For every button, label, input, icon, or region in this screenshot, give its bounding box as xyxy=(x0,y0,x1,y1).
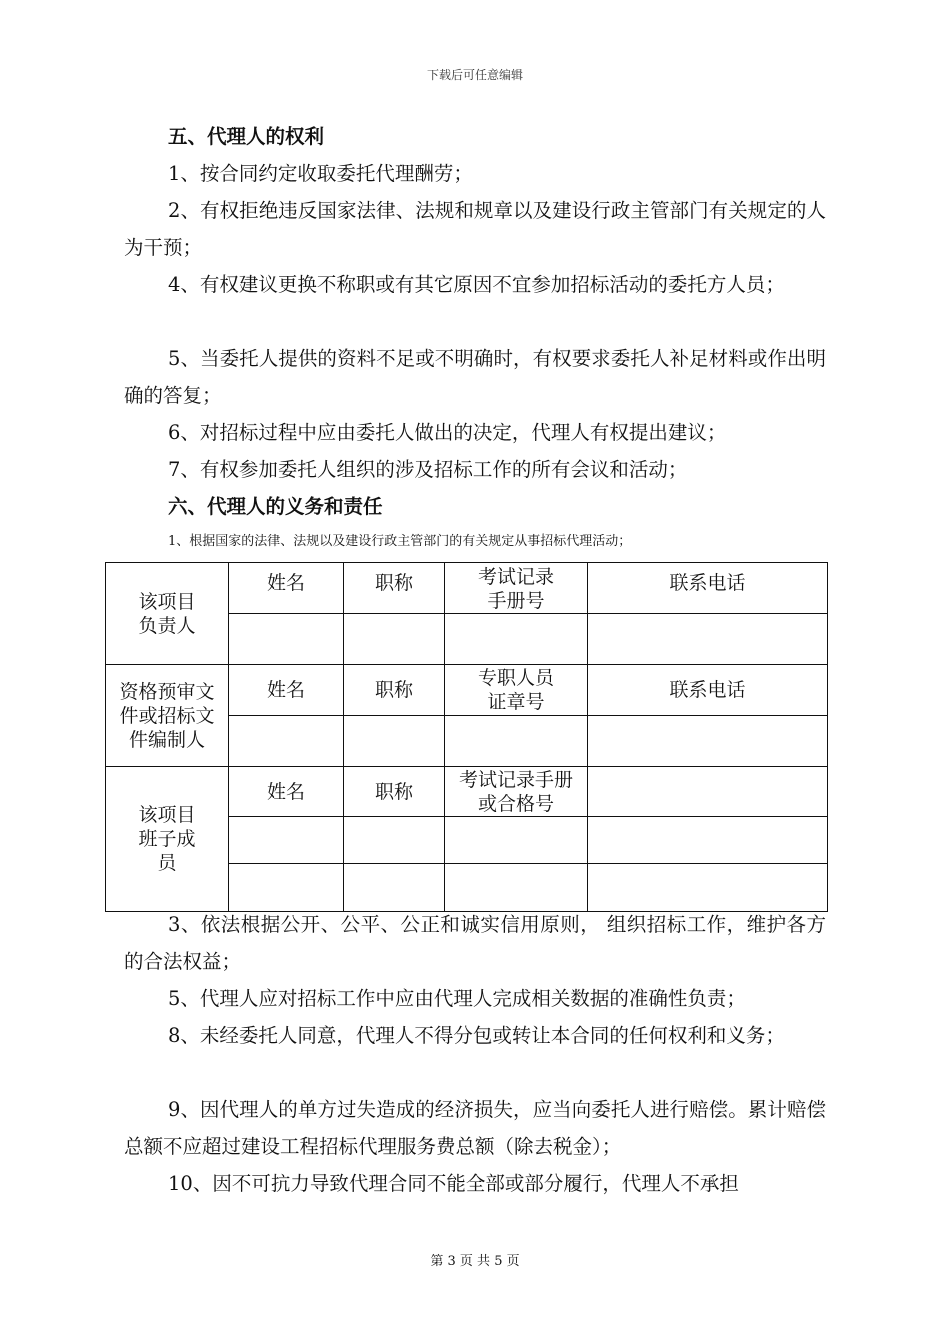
table-cell xyxy=(445,716,588,767)
header-cell: 姓名 xyxy=(229,767,344,817)
table-cell xyxy=(229,864,344,912)
table-cell xyxy=(588,864,828,912)
header-cell: 职称 xyxy=(344,563,445,614)
table-cell xyxy=(445,817,588,864)
header-cell: 联系电话 xyxy=(588,563,828,614)
paragraph: 3、依法根据公开、公平、公正和诚实信用原则， 组织招标工作，维护各方的合法权益； xyxy=(124,913,826,973)
paragraph: 5、当委托人提供的资料不足或不明确时，有权要求委托人补足材料或作出明确的答复； xyxy=(124,347,826,407)
paragraph: 9、因代理人的单方过失造成的经济损失，应当向委托人进行赔偿。累计赔偿总额不应超过建设工程招标代理服务费总额（除去税金）； xyxy=(124,1098,826,1158)
page-footer: 第 3 页 共 5 页 xyxy=(430,1254,520,1269)
table-cell xyxy=(344,817,445,864)
header-cell: 联系电话 xyxy=(588,665,828,716)
header-cell: 职称 xyxy=(344,767,445,817)
paragraph: 10、因不可抗力导致代理合同不能全部或部分履行，代理人不承担 xyxy=(168,1172,739,1195)
personnel-table xyxy=(105,562,828,912)
paragraph: 8、未经委托人同意，代理人不得分包或转让本合同的任何权利和义务； xyxy=(168,1024,785,1047)
page-header: 下载后可任意编辑 xyxy=(426,68,523,82)
group-label: 该项目班子成员 xyxy=(106,767,229,912)
table-cell xyxy=(588,767,828,817)
paragraph: 5、代理人应对招标工作中应由代理人完成相关数据的准确性负责； xyxy=(168,987,746,1010)
table-cell xyxy=(229,614,344,665)
section-title-agent-rights: 五、代理人的权利 xyxy=(168,125,325,148)
table-cell xyxy=(588,614,828,665)
header-cell: 考试记录手册号 xyxy=(445,563,588,614)
table-cell xyxy=(229,817,344,864)
table-cell xyxy=(445,864,588,912)
header-cell: 姓名 xyxy=(229,665,344,716)
paragraph: 7、有权参加委托人组织的涉及招标工作的所有会议和活动； xyxy=(168,458,688,481)
paragraph: 1、按合同约定收取委托代理酬劳； xyxy=(168,162,473,185)
table-cell xyxy=(588,817,828,864)
header-cell: 职称 xyxy=(344,665,445,716)
paragraph: 4、有权建议更换不称职或有其它原因不宜参加招标活动的委托方人员； xyxy=(168,273,785,296)
header-cell: 姓名 xyxy=(229,563,344,614)
header-cell: 考试记录手册或合格号 xyxy=(445,767,588,817)
group-label: 资格预审文件或招标文件编制人 xyxy=(106,665,229,767)
table-cell xyxy=(588,716,828,767)
section-title-agent-duties: 六、代理人的义务和责任 xyxy=(168,495,383,518)
paragraph: 1、根据国家的法律、法规以及建设行政主管部门的有关规定从事招标代理活动； xyxy=(168,534,632,549)
paragraph: 6、对招标过程中应由委托人做出的决定，代理人有权提出建议； xyxy=(168,421,727,444)
table-cell xyxy=(344,716,445,767)
table-cell xyxy=(229,716,344,767)
paragraph: 2、有权拒绝违反国家法律、法规和规章以及建设行政主管部门有关规定的人为干预； xyxy=(124,199,826,259)
table-cell xyxy=(445,614,588,665)
table-cell xyxy=(344,614,445,665)
header-cell: 专职人员证章号 xyxy=(445,665,588,716)
table-cell xyxy=(344,864,445,912)
group-label: 该项目负责人 xyxy=(106,563,229,665)
